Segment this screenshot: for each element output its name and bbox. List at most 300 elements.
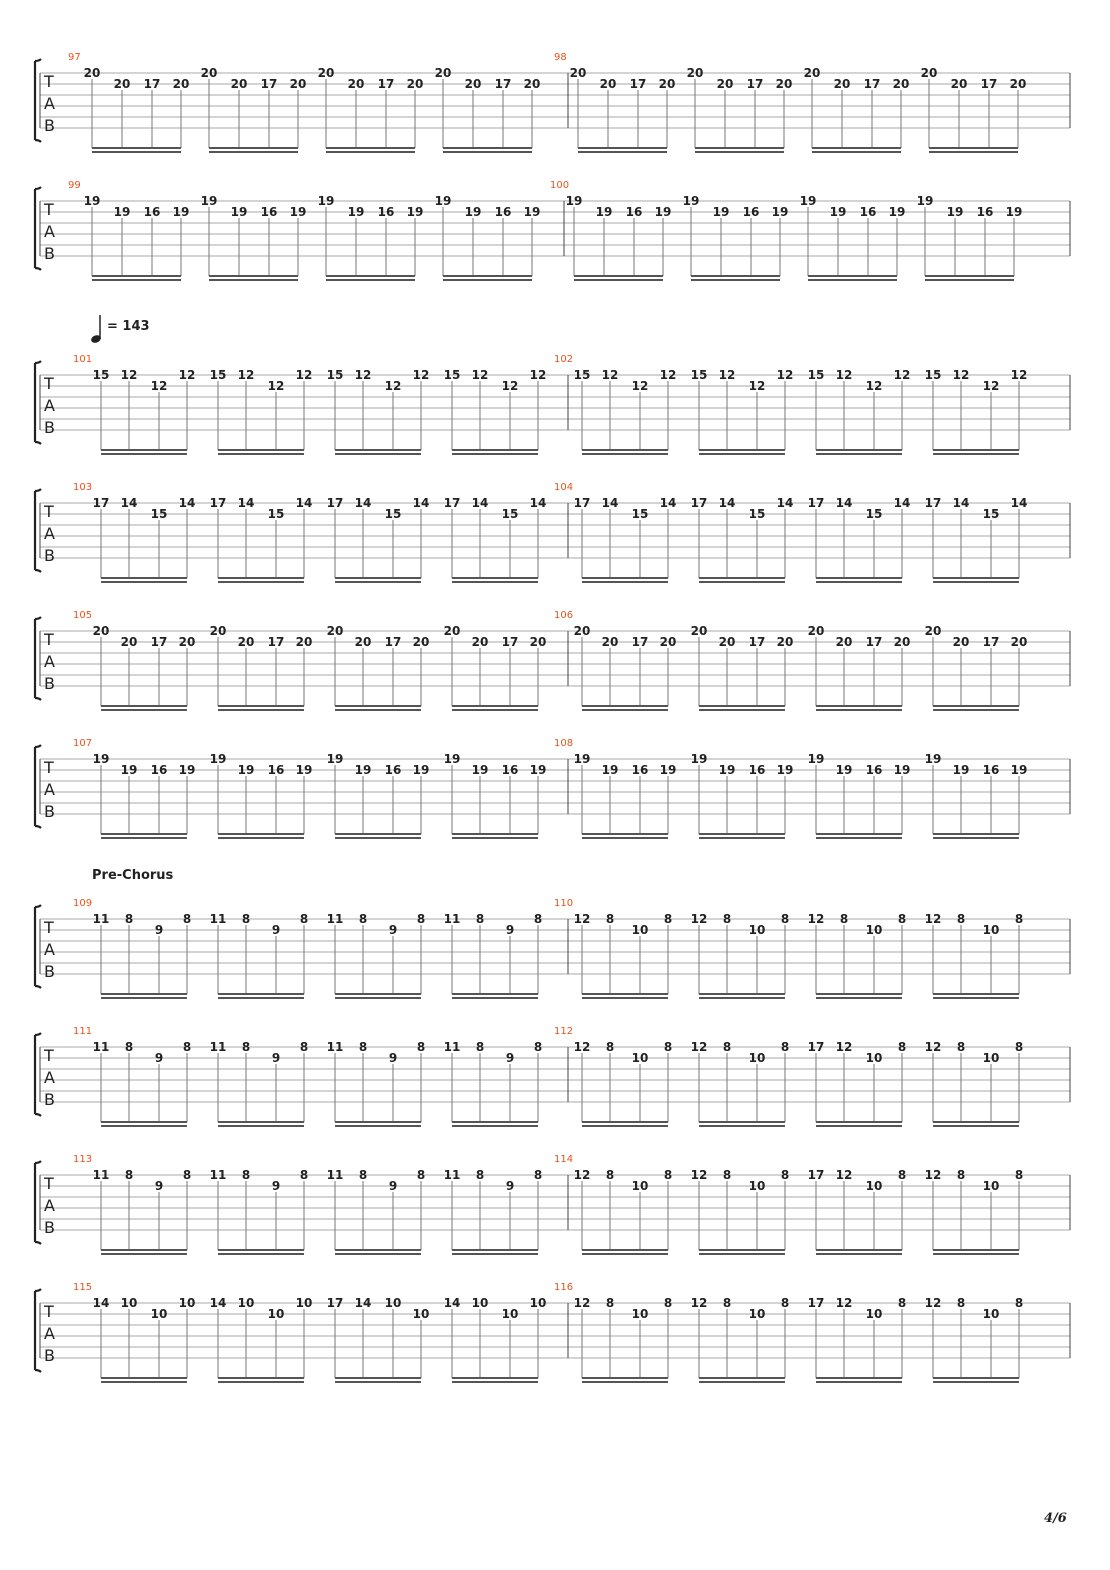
tab-clef-letter: B <box>44 962 55 981</box>
fret-number: 8 <box>722 1296 732 1310</box>
fret-number: 8 <box>897 912 907 926</box>
fret-number: 12 <box>573 912 591 926</box>
fret-number: 17 <box>209 496 227 510</box>
beam-group <box>93 912 192 998</box>
measure <box>554 738 1027 838</box>
fret-number: 10 <box>529 1296 547 1310</box>
beam-group <box>808 752 911 838</box>
fret-number: 9 <box>271 923 281 937</box>
measure-number: 111 <box>73 1026 93 1037</box>
beam-group <box>683 194 789 280</box>
measure <box>550 180 1022 280</box>
fret-number: 8 <box>956 912 966 926</box>
fret-number: 11 <box>92 1040 110 1054</box>
fret-number: 11 <box>443 1168 461 1182</box>
fret-number: 17 <box>494 77 512 91</box>
fret-number: 12 <box>865 379 883 393</box>
fret-number: 20 <box>326 624 344 638</box>
fret-number: 9 <box>271 1051 281 1065</box>
beam-group <box>691 912 790 998</box>
fret-number: 17 <box>384 635 402 649</box>
measure-number: 98 <box>554 52 567 63</box>
fret-number: 15 <box>631 507 649 521</box>
measure-number: 116 <box>554 1282 574 1293</box>
fret-number: 8 <box>1014 1040 1024 1054</box>
beam-group <box>808 368 911 454</box>
fret-number: 12 <box>1010 368 1028 382</box>
beam-group <box>210 912 309 998</box>
fret-number: 14 <box>354 496 372 510</box>
tab-clef-letter: A <box>44 222 55 241</box>
beam-group <box>444 624 547 710</box>
fret-number: 16 <box>260 205 278 219</box>
measure <box>73 738 546 838</box>
fret-number: 19 <box>654 205 672 219</box>
fret-number: 14 <box>92 1296 110 1310</box>
beam-group <box>574 496 677 582</box>
fret-number: 20 <box>434 66 452 80</box>
fret-number: 10 <box>982 1307 1000 1321</box>
measure-number: 110 <box>554 898 574 909</box>
tab-clef-letter: T <box>44 374 54 393</box>
fret-number: 12 <box>150 379 168 393</box>
measure <box>73 1154 542 1254</box>
beam-group <box>574 752 677 838</box>
fret-number: 19 <box>829 205 847 219</box>
tab-clef-letter: A <box>44 524 55 543</box>
beam-group <box>925 1040 1024 1126</box>
fret-number: 20 <box>835 635 853 649</box>
tab-clef-letter: A <box>44 1196 55 1215</box>
fret-number: 20 <box>892 77 910 91</box>
tab-system <box>35 180 1070 280</box>
fret-number: 15 <box>501 507 519 521</box>
measure <box>68 52 540 152</box>
fret-number: 8 <box>956 1168 966 1182</box>
fret-number: 8 <box>897 1040 907 1054</box>
tab-clef-letter: T <box>44 1174 54 1193</box>
beam-group <box>210 368 313 454</box>
fret-number: 12 <box>573 1168 591 1182</box>
beam-group <box>808 496 911 582</box>
fret-number: 19 <box>799 194 817 208</box>
section-label-pre-chorus: Pre-Chorus <box>92 868 174 883</box>
tab-clef-letter: B <box>44 1346 55 1365</box>
fret-number: 19 <box>776 763 794 777</box>
tab-clef-letter: A <box>44 652 55 671</box>
measure <box>73 898 542 998</box>
fret-number: 17 <box>807 1040 825 1054</box>
measure <box>73 1282 546 1382</box>
fret-number: 19 <box>347 205 365 219</box>
fret-number: 10 <box>748 923 766 937</box>
fret-number: 17 <box>807 1296 825 1310</box>
fret-number: 8 <box>533 1168 543 1182</box>
beam-group <box>327 752 430 838</box>
tab-system <box>35 898 1070 998</box>
fret-number: 17 <box>631 635 649 649</box>
fret-number: 16 <box>982 763 1000 777</box>
tab-system <box>35 738 1070 838</box>
beam-group <box>574 1168 673 1254</box>
fret-number: 20 <box>952 635 970 649</box>
fret-number: 20 <box>573 624 591 638</box>
fret-number: 11 <box>443 1040 461 1054</box>
fret-number: 10 <box>631 1051 649 1065</box>
fret-number: 19 <box>690 752 708 766</box>
fret-number: 8 <box>475 1040 485 1054</box>
beam-group <box>84 66 190 152</box>
fret-number: 12 <box>835 1040 853 1054</box>
fret-number: 12 <box>295 368 313 382</box>
fret-number: 14 <box>529 496 547 510</box>
beam-group <box>925 1168 1024 1254</box>
fret-number: 9 <box>154 1051 164 1065</box>
fret-number: 12 <box>573 1040 591 1054</box>
beam-group <box>210 752 313 838</box>
fret-number: 20 <box>718 635 736 649</box>
fret-number: 15 <box>326 368 344 382</box>
fret-number: 11 <box>92 1168 110 1182</box>
fret-number: 10 <box>748 1179 766 1193</box>
measure <box>554 52 1026 152</box>
fret-number: 10 <box>471 1296 489 1310</box>
fret-number: 9 <box>154 923 164 937</box>
fret-number: 8 <box>241 1040 251 1054</box>
fret-number: 20 <box>833 77 851 91</box>
fret-number: 15 <box>92 368 110 382</box>
beam-group <box>444 912 543 998</box>
fret-number: 9 <box>505 1051 515 1065</box>
fret-number: 17 <box>982 635 1000 649</box>
fret-number: 17 <box>863 77 881 91</box>
fret-number: 17 <box>92 496 110 510</box>
tab-system <box>35 1154 1070 1254</box>
fret-number: 19 <box>83 194 101 208</box>
beam-group <box>444 1296 547 1382</box>
beam-group <box>925 912 1024 998</box>
fret-number: 17 <box>501 635 519 649</box>
fret-number: 8 <box>897 1168 907 1182</box>
fret-number: 14 <box>443 1296 461 1310</box>
tab-clef-letter: T <box>44 72 54 91</box>
fret-number: 10 <box>748 1051 766 1065</box>
tab-system <box>35 354 1070 454</box>
fret-number: 17 <box>150 635 168 649</box>
fret-number: 17 <box>143 77 161 91</box>
fret-number: 10 <box>631 1179 649 1193</box>
measure-number: 101 <box>73 354 93 365</box>
fret-number: 19 <box>952 763 970 777</box>
fret-number: 12 <box>835 1168 853 1182</box>
fret-number: 12 <box>690 1296 708 1310</box>
fret-number: 20 <box>471 635 489 649</box>
measure <box>554 1282 1023 1382</box>
fret-number: 14 <box>718 496 736 510</box>
measure <box>73 610 546 710</box>
fret-number: 8 <box>358 1168 368 1182</box>
fret-number: 12 <box>384 379 402 393</box>
beam-group <box>318 194 424 280</box>
measure-number: 100 <box>550 180 570 191</box>
beam-group <box>435 66 541 152</box>
fret-number: 14 <box>178 496 196 510</box>
fret-number: 14 <box>601 496 619 510</box>
fret-number: 12 <box>120 368 138 382</box>
measure-number: 113 <box>73 1154 93 1165</box>
measure <box>554 1154 1023 1254</box>
tab-clef-letter: B <box>44 802 55 821</box>
fret-number: 8 <box>605 1168 615 1182</box>
fret-number: 20 <box>317 66 335 80</box>
fret-number: 14 <box>237 496 255 510</box>
fret-number: 20 <box>230 77 248 91</box>
beam-group <box>691 752 794 838</box>
fret-number: 15 <box>150 507 168 521</box>
beam-group <box>574 624 677 710</box>
fret-number: 17 <box>807 1168 825 1182</box>
fret-number: 20 <box>529 635 547 649</box>
fret-number: 15 <box>748 507 766 521</box>
fret-number: 19 <box>529 763 547 777</box>
fret-number: 8 <box>663 912 673 926</box>
measure <box>73 1026 542 1126</box>
fret-number: 16 <box>748 763 766 777</box>
fret-number: 20 <box>172 77 190 91</box>
beam-group <box>925 496 1028 582</box>
fret-number: 12 <box>354 368 372 382</box>
fret-number: 12 <box>835 368 853 382</box>
fret-number: 8 <box>299 1168 309 1182</box>
tab-clef-letter: T <box>44 1302 54 1321</box>
fret-number: 8 <box>722 1040 732 1054</box>
fret-number: 9 <box>388 1051 398 1065</box>
fret-number: 8 <box>299 1040 309 1054</box>
beam-group <box>808 1296 907 1382</box>
fret-number: 20 <box>807 624 825 638</box>
fret-number: 8 <box>124 912 134 926</box>
fret-number: 10 <box>748 1307 766 1321</box>
fret-number: 15 <box>384 507 402 521</box>
fret-number: 11 <box>209 912 227 926</box>
fret-number: 14 <box>471 496 489 510</box>
fret-number: 19 <box>412 763 430 777</box>
fret-number: 8 <box>663 1296 673 1310</box>
fret-number: 16 <box>267 763 285 777</box>
fret-number: 19 <box>471 763 489 777</box>
fret-number: 8 <box>475 912 485 926</box>
fret-number: 10 <box>237 1296 255 1310</box>
beam-group <box>570 66 676 152</box>
fret-number: 12 <box>807 912 825 926</box>
beam-group <box>93 1296 196 1382</box>
quarter-note-icon <box>90 315 102 344</box>
tab-clef-letter: B <box>44 674 55 693</box>
fret-number: 17 <box>326 496 344 510</box>
fret-number: 20 <box>113 77 131 91</box>
fret-number: 12 <box>835 1296 853 1310</box>
fret-number: 15 <box>690 368 708 382</box>
fret-number: 14 <box>776 496 794 510</box>
fret-number: 20 <box>775 77 793 91</box>
fret-number: 19 <box>230 205 248 219</box>
measure-number: 106 <box>554 610 574 621</box>
fret-number: 12 <box>267 379 285 393</box>
tab-clef-letter: T <box>44 1046 54 1065</box>
fret-number: 19 <box>718 763 736 777</box>
beam-group <box>327 496 430 582</box>
beam-group <box>925 624 1028 710</box>
fret-number: 19 <box>893 763 911 777</box>
fret-number: 12 <box>776 368 794 382</box>
beam-group <box>566 194 672 280</box>
fret-number: 8 <box>956 1040 966 1054</box>
beam-group <box>925 1296 1024 1382</box>
measure-number: 105 <box>73 610 93 621</box>
tab-clef-letter: B <box>44 1090 55 1109</box>
fret-number: 10 <box>982 1051 1000 1065</box>
fret-number: 20 <box>690 624 708 638</box>
fret-number: 20 <box>295 635 313 649</box>
fret-number: 19 <box>916 194 934 208</box>
fret-number: 16 <box>384 763 402 777</box>
beam-group <box>327 624 430 710</box>
fret-number: 8 <box>182 912 192 926</box>
beam-group <box>808 1168 907 1254</box>
fret-number: 8 <box>1014 912 1024 926</box>
fret-number: 14 <box>952 496 970 510</box>
measure <box>554 354 1027 454</box>
beam-group <box>444 368 547 454</box>
fret-number: 12 <box>690 912 708 926</box>
tab-clef-letter: T <box>44 630 54 649</box>
fret-number: 12 <box>501 379 519 393</box>
fret-number: 19 <box>209 752 227 766</box>
fret-number: 16 <box>631 763 649 777</box>
tab-system <box>35 610 1070 710</box>
fret-number: 16 <box>742 205 760 219</box>
fret-number: 20 <box>200 66 218 80</box>
beam-group <box>574 368 677 454</box>
fret-number: 20 <box>1009 77 1027 91</box>
fret-number: 19 <box>565 194 583 208</box>
fret-number: 16 <box>865 763 883 777</box>
measure-number: 112 <box>554 1026 574 1037</box>
fret-number: 8 <box>182 1168 192 1182</box>
fret-number: 14 <box>412 496 430 510</box>
fret-number: 14 <box>893 496 911 510</box>
beam-group <box>210 1296 313 1382</box>
fret-number: 10 <box>120 1296 138 1310</box>
fret-number: 19 <box>237 763 255 777</box>
beam-group <box>921 66 1027 152</box>
fret-number: 8 <box>416 912 426 926</box>
fret-number: 12 <box>237 368 255 382</box>
fret-number: 19 <box>601 763 619 777</box>
fret-number: 15 <box>807 368 825 382</box>
fret-number: 8 <box>299 912 309 926</box>
fret-number: 9 <box>505 1179 515 1193</box>
fret-number: 20 <box>920 66 938 80</box>
fret-number: 16 <box>501 763 519 777</box>
fret-number: 8 <box>475 1168 485 1182</box>
fret-number: 10 <box>384 1296 402 1310</box>
beam-group <box>808 1040 907 1126</box>
fret-number: 17 <box>443 496 461 510</box>
fret-number: 8 <box>358 1040 368 1054</box>
fret-number: 9 <box>271 1179 281 1193</box>
fret-number: 8 <box>839 912 849 926</box>
measure-number: 108 <box>554 738 574 749</box>
beam-group <box>93 624 196 710</box>
fret-number: 20 <box>803 66 821 80</box>
measure <box>68 180 540 280</box>
fret-number: 19 <box>200 194 218 208</box>
fret-number: 19 <box>434 194 452 208</box>
beam-group <box>925 368 1028 454</box>
fret-number: 19 <box>712 205 730 219</box>
fret-number: 12 <box>924 1168 942 1182</box>
fret-number: 8 <box>1014 1296 1024 1310</box>
fret-number: 10 <box>412 1307 430 1321</box>
measure-number: 109 <box>73 898 93 909</box>
fret-number: 11 <box>92 912 110 926</box>
measure <box>73 482 546 582</box>
beam-group <box>917 194 1023 280</box>
measure-number: 114 <box>554 1154 574 1165</box>
measure-number: 115 <box>73 1282 93 1293</box>
fret-number: 11 <box>326 1040 344 1054</box>
tab-clef-letter: T <box>44 200 54 219</box>
fret-number: 12 <box>601 368 619 382</box>
fret-number: 10 <box>295 1296 313 1310</box>
fret-number: 16 <box>377 205 395 219</box>
tab-system <box>35 1026 1070 1126</box>
fret-number: 12 <box>631 379 649 393</box>
beam-group <box>84 194 190 280</box>
beam-group <box>201 66 307 152</box>
fret-number: 16 <box>859 205 877 219</box>
fret-number: 19 <box>354 763 372 777</box>
fret-number: 20 <box>950 77 968 91</box>
beam-group <box>687 66 793 152</box>
beam-group <box>691 624 794 710</box>
page-number: 4/6 <box>1044 1511 1067 1526</box>
tab-system <box>35 1282 1070 1382</box>
fret-number: 8 <box>416 1040 426 1054</box>
fret-number: 19 <box>771 205 789 219</box>
fret-number: 8 <box>722 1168 732 1182</box>
tempo-marking <box>90 315 149 344</box>
fret-number: 17 <box>980 77 998 91</box>
tab-clef-letter: T <box>44 502 54 521</box>
fret-number: 8 <box>241 1168 251 1182</box>
beam-group <box>444 1168 543 1254</box>
fret-number: 17 <box>690 496 708 510</box>
fret-number: 19 <box>523 205 541 219</box>
tab-clef-letter: B <box>44 244 55 263</box>
beam-group <box>93 496 196 582</box>
fret-number: 15 <box>865 507 883 521</box>
fret-number: 20 <box>569 66 587 80</box>
fret-number: 8 <box>897 1296 907 1310</box>
fret-number: 8 <box>780 1040 790 1054</box>
fret-number: 8 <box>241 912 251 926</box>
fret-number: 20 <box>443 624 461 638</box>
beam-group <box>210 496 313 582</box>
tab-clef-letter: A <box>44 780 55 799</box>
beam-group <box>93 1168 192 1254</box>
